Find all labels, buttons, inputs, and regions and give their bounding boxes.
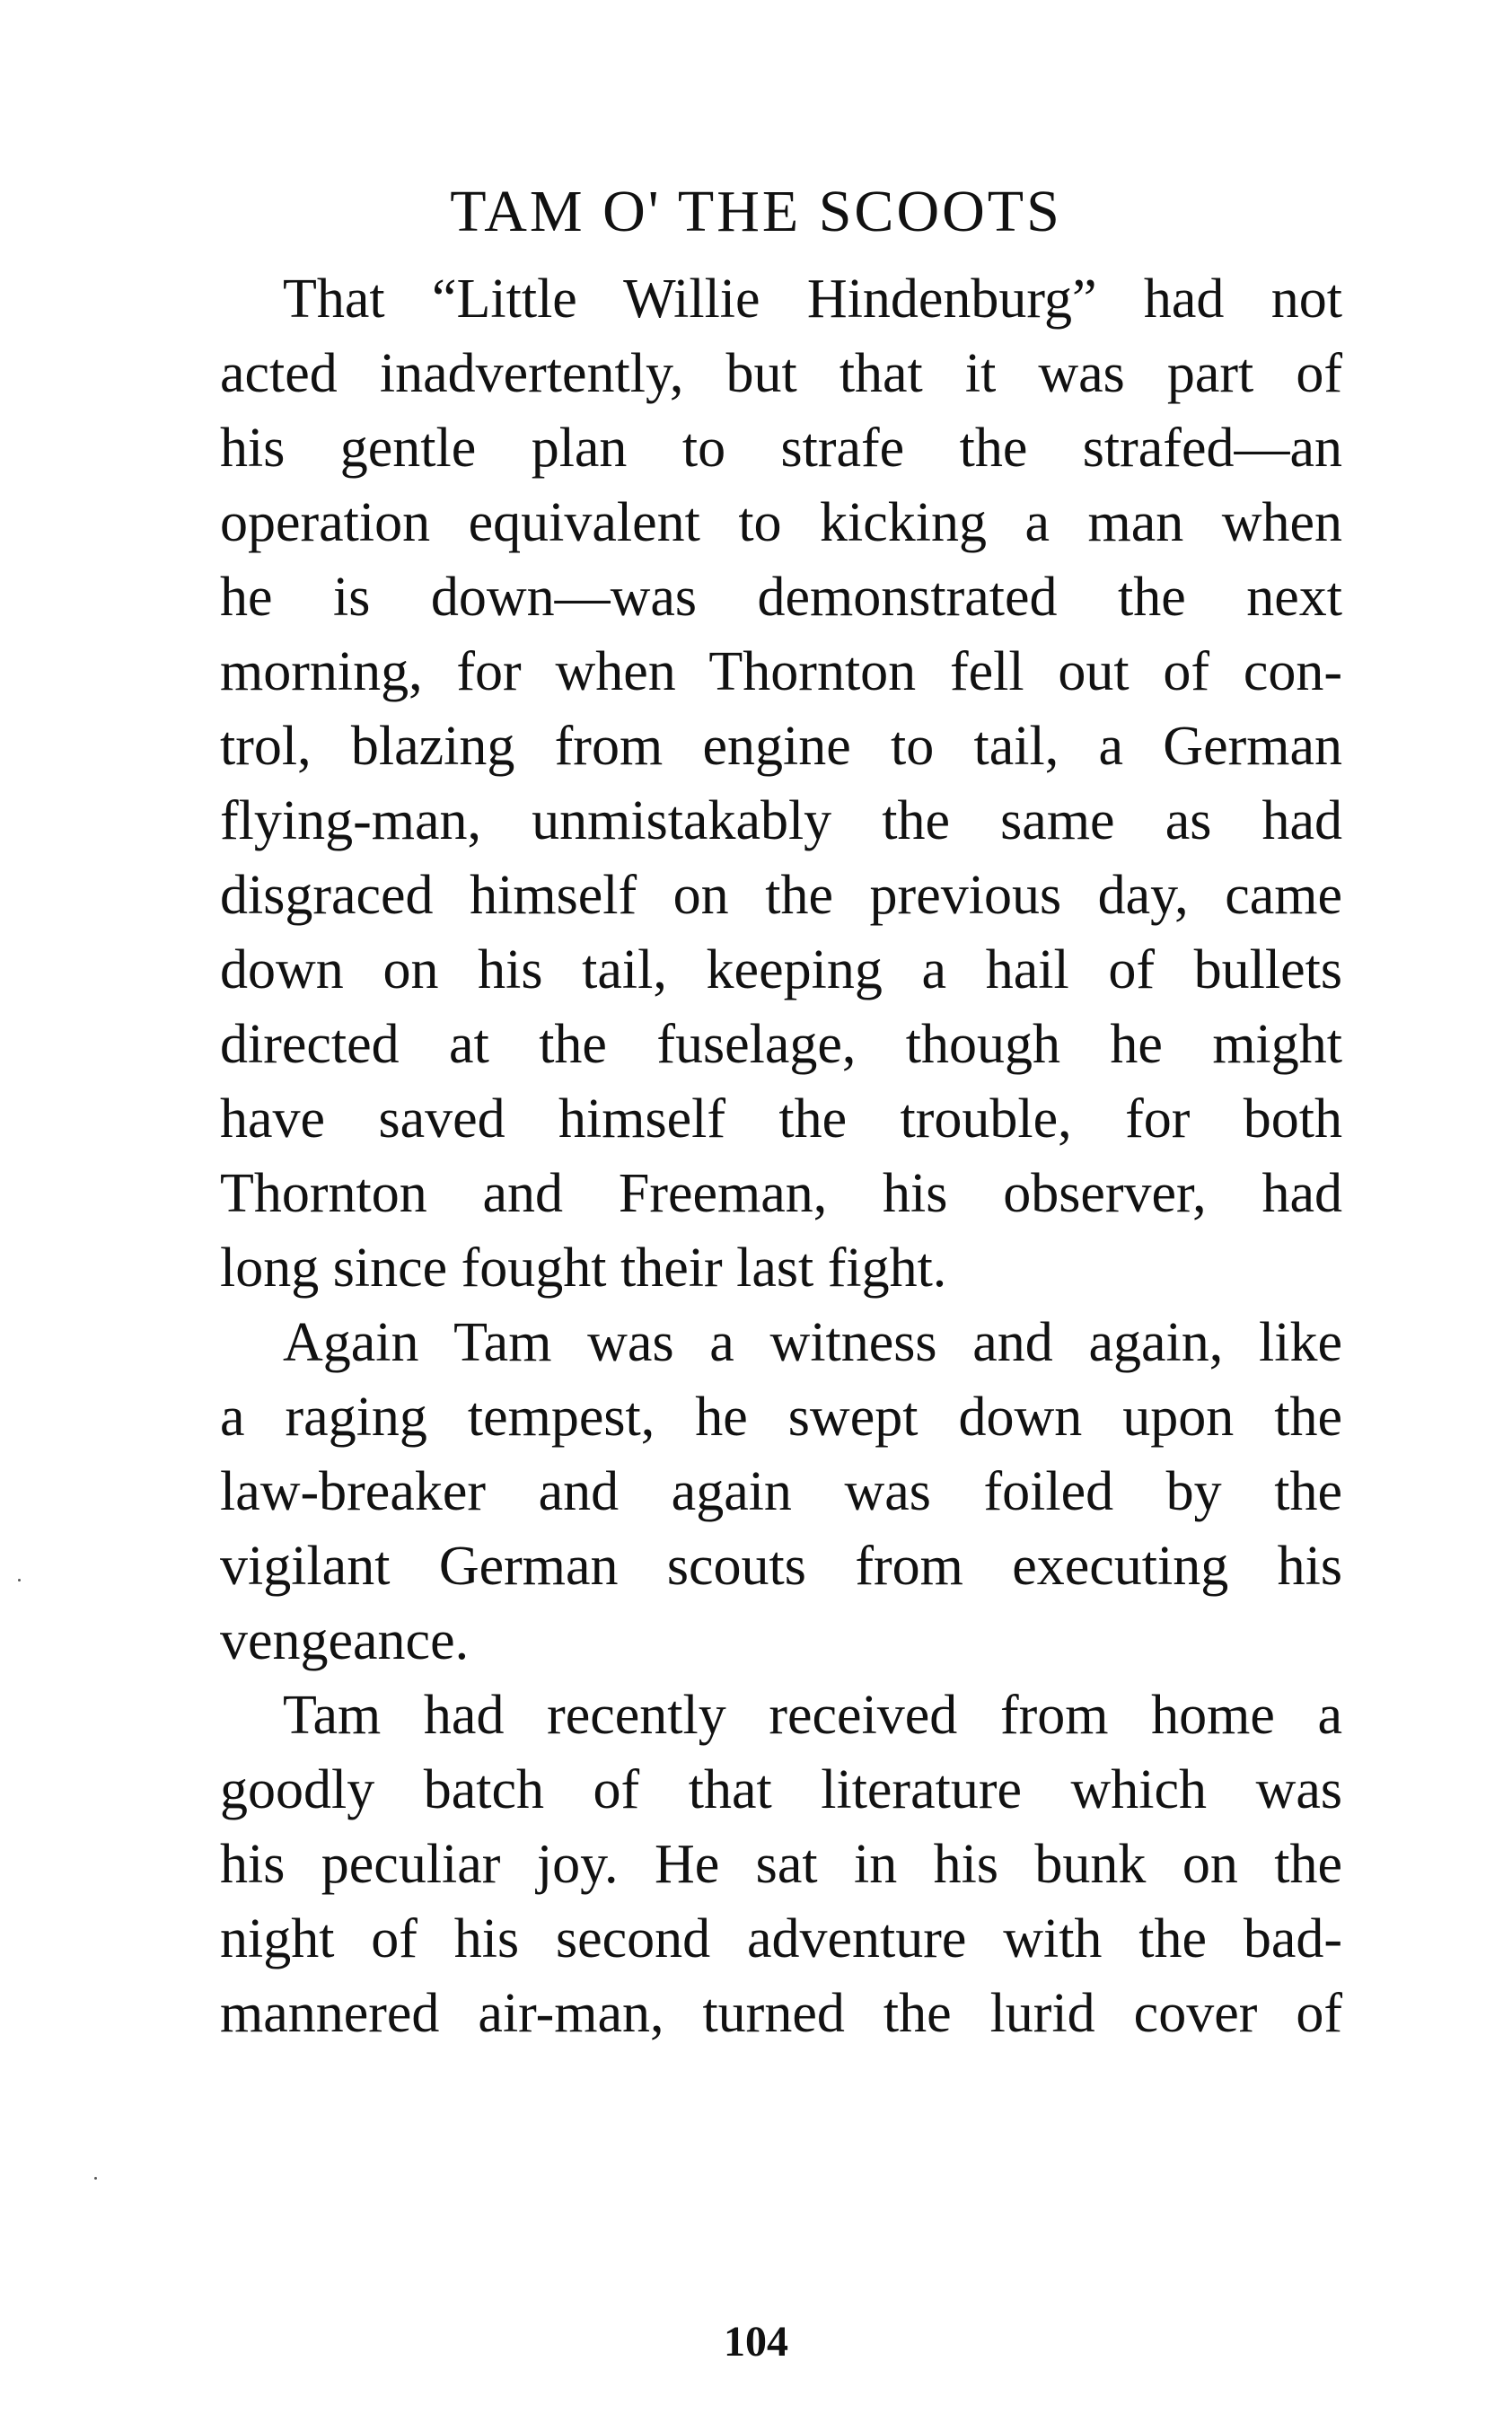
text-line: law-breaker and again was foiled by the (220, 1461, 1342, 1522)
text-line: Thornton and Freeman, his observer, had (220, 1163, 1342, 1224)
text-line: long since fought their last fight. (220, 1238, 947, 1299)
text-line: a raging tempest, he swept down upon the (220, 1387, 1342, 1448)
text-line: vigilant German scouts from executing his (220, 1536, 1342, 1597)
text-line: he is down—was demonstrated the next (220, 567, 1342, 628)
scan-speck (94, 2177, 97, 2180)
text-line: trol, blazing from engine to tail, a German (220, 716, 1342, 777)
text-line: his peculiar joy. He sat in his bunk on the (220, 1834, 1342, 1895)
text-line: Tam had recently received from home a (283, 1685, 1342, 1746)
text-line: mannered air-man, turned the lurid cover of (220, 1983, 1342, 2044)
paragraph (220, 1678, 1342, 2051)
text-line: acted inadvertently, but that it was part of (220, 343, 1342, 404)
text-line: have saved himself the trouble, for both (220, 1088, 1342, 1150)
text-line: flying-man, unmistakably the same as had (220, 790, 1342, 851)
text-line: down on his tail, keeping a hail of bullets (220, 939, 1342, 1000)
text-line: night of his second adventure with the bad- (220, 1908, 1342, 1969)
text-line: his gentle plan to strafe the strafed—an (220, 418, 1342, 479)
text-line: disgraced himself on the previous day, came (220, 865, 1342, 926)
text-line: directed at the fuselage, though he might (220, 1014, 1342, 1075)
text-line: vengeance. (220, 1610, 470, 1671)
text-line: goodly batch of that literature which was (220, 1759, 1342, 1820)
page-number: 104 (724, 2318, 788, 2366)
text-line: Again Tam was a witness and again, like (283, 1312, 1342, 1373)
scan-speck (18, 1579, 21, 1581)
running-head: TAM O' THE SCOOTS (450, 179, 1062, 244)
text-line: That “Little Willie Hindenburg” had not (283, 269, 1342, 330)
paragraph (220, 1306, 1342, 1678)
body-text (220, 262, 1342, 2051)
text-line: operation equivalent to kicking a man when (220, 492, 1342, 553)
text-line: morning, for when Thornton fell out of con- (220, 641, 1342, 702)
paragraph (220, 262, 1342, 1306)
